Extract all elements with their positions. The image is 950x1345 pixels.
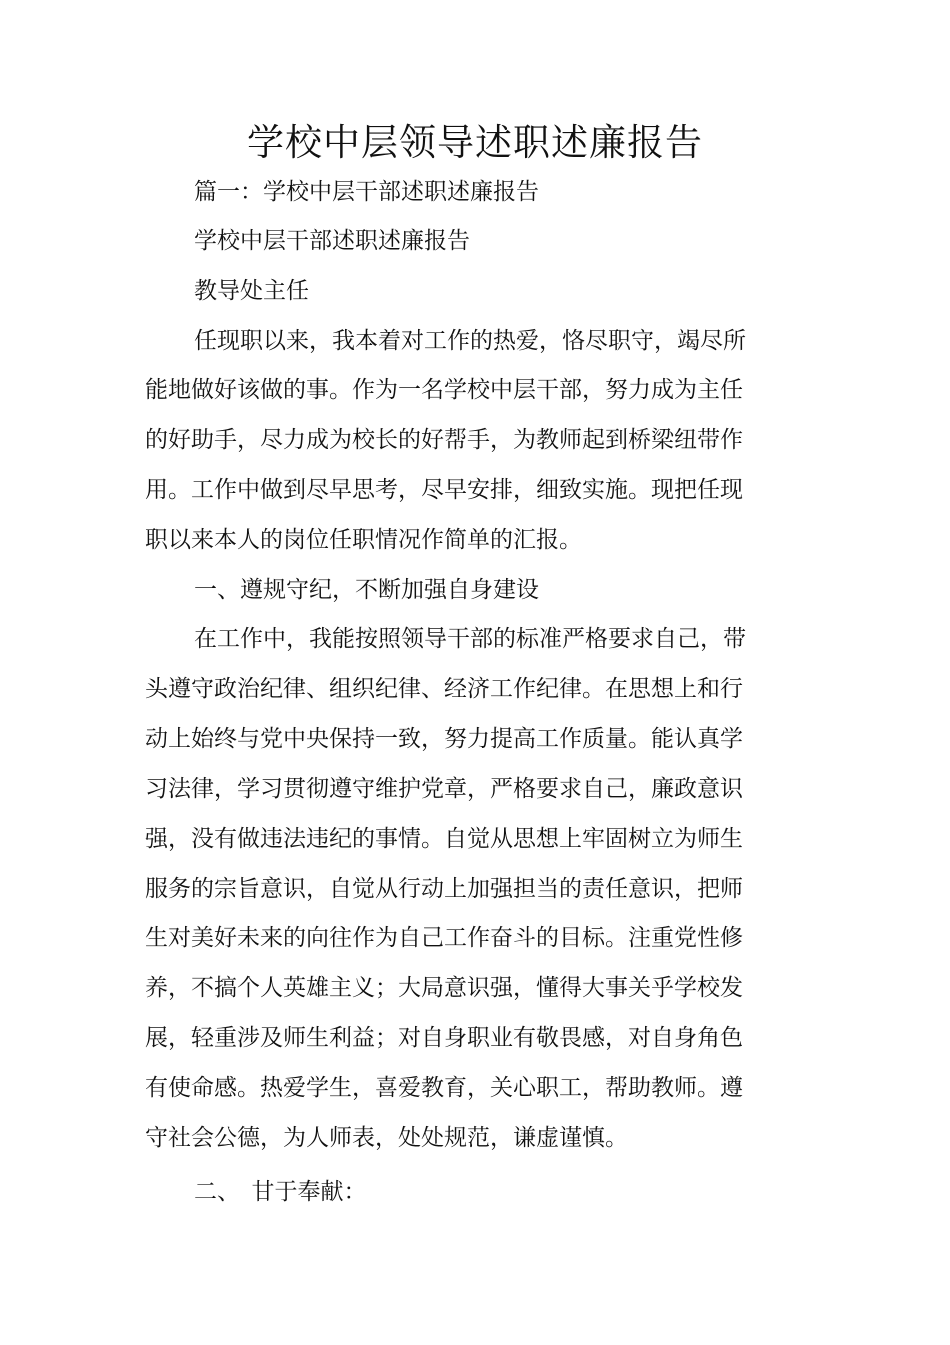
paragraph-line: 习法律，学习贯彻遵守维护党章，严格要求自己，廉政意识 xyxy=(145,776,743,802)
section-heading: 二、 甘于奉献： xyxy=(194,1179,367,1205)
paragraph-line: 生对美好未来的向往作为自己工作奋斗的目标。注重党性修 xyxy=(145,925,743,951)
document-title: 学校中层领导述职述廉报告 xyxy=(247,121,703,164)
paragraph-line: 职以来本人的岗位任职情况作简单的汇报。 xyxy=(145,527,582,553)
paragraph-line: 动上始终与党中央保持一致，努力提高工作质量。能认真学 xyxy=(145,726,743,752)
section-heading: 一、遵规守纪，不断加强自身建设 xyxy=(194,577,539,603)
paragraph-line: 有使命感。热爱学生，喜爱教育，关心职工，帮助教师。遵 xyxy=(145,1075,743,1101)
paragraph-line: 能地做好该做的事。作为一名学校中层干部，努力成为主任 xyxy=(145,377,743,403)
chapter-heading: 篇一：学校中层干部述职述廉报告 xyxy=(194,179,539,205)
paragraph-line: 强，没有做违法违纪的事情。自觉从思想上牢固树立为师生 xyxy=(145,826,743,852)
paragraph-line: 在工作中，我能按照领导干部的标准严格要求自己，带 xyxy=(194,626,746,652)
report-subtitle: 学校中层干部述职述廉报告 xyxy=(194,228,470,254)
paragraph-line: 用。工作中做到尽早思考，尽早安排，细致实施。现把任现 xyxy=(145,477,743,503)
paragraph-line: 展，轻重涉及师生利益；对自身职业有敬畏感，对自身角色 xyxy=(145,1025,743,1051)
paragraph-line: 养，不搞个人英雄主义；大局意识强，懂得大事关乎学校发 xyxy=(145,975,743,1001)
paragraph-line: 服务的宗旨意识，自觉从行动上加强担当的责任意识，把师 xyxy=(145,876,743,902)
paragraph-line: 头遵守政治纪律、组织纪律、经济工作纪律。在思想上和行 xyxy=(145,676,743,702)
paragraph-line: 任现职以来，我本着对工作的热爱，恪尽职守，竭尽所 xyxy=(194,328,746,354)
paragraph-line: 守社会公德，为人师表，处处规范，谦虚谨慎。 xyxy=(145,1125,628,1151)
author-position: 教导处主任 xyxy=(194,278,309,304)
paragraph-line: 的好助手，尽力成为校长的好帮手，为教师起到桥梁纽带作 xyxy=(145,427,743,453)
